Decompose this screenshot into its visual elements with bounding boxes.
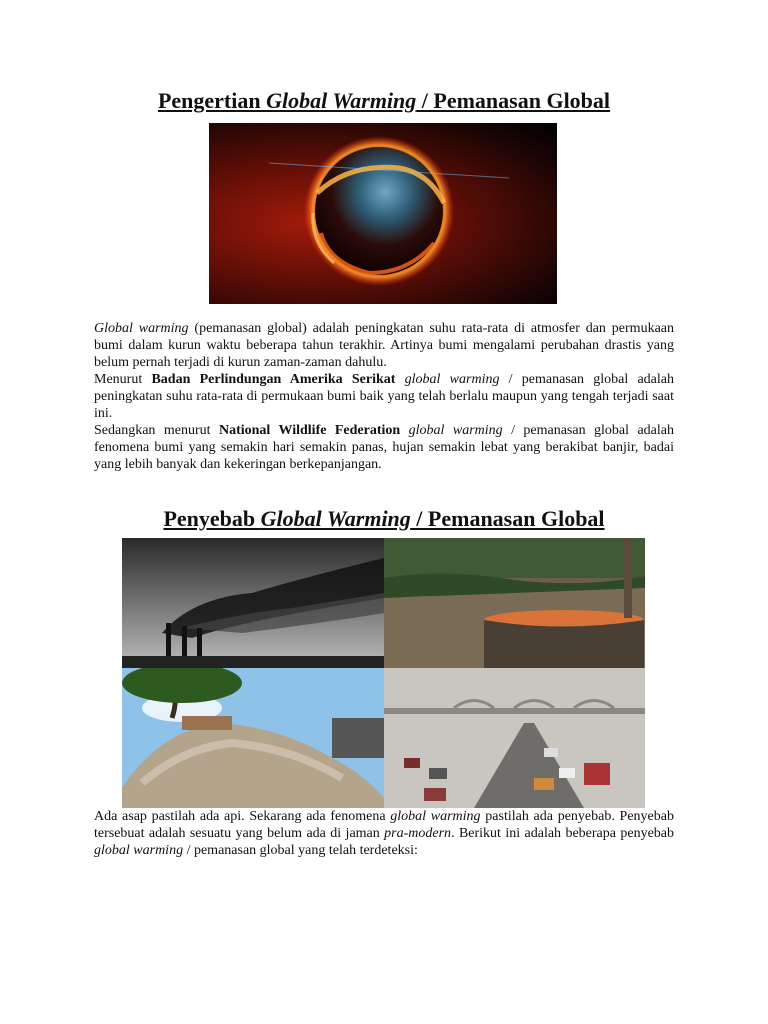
title-text: Pengertian <box>157 88 267 113</box>
paragraph-text: / pemanasan global yang telah terdeteksi: <box>183 843 418 858</box>
paragraph-text: . Berikut ini adalah beberapa penyebab <box>451 826 674 841</box>
title-italic-text: Global Warming <box>266 88 417 113</box>
italic-term: global warming <box>390 809 481 824</box>
bold-organization: National Wildlife Federation <box>218 423 401 438</box>
causes-intro-paragraph <box>94 808 674 859</box>
paragraph-text: Sedangkan menurut <box>94 423 219 438</box>
causes-collage-image <box>122 538 645 808</box>
paragraph-text: Ada asap pastilah ada api. Sekarang ada fenomena <box>94 809 391 824</box>
italic-term: global warming <box>400 423 503 438</box>
deforestation-stump-image <box>384 538 645 668</box>
italic-term: pra-modern <box>384 826 452 841</box>
paragraph-text: / pemanasan global adalah peningkatan suhu rata-rata di permukaan bumi baik yang telah berlalu maupun yang tengah terjadi saat ini. <box>94 372 674 421</box>
burning-globe-image <box>209 123 557 304</box>
bold-organization: Badan Perlindungan Amerika Serikat <box>151 372 396 387</box>
definition-paragraph-3 <box>94 422 674 473</box>
garbage-pile-image <box>122 668 384 808</box>
factory-smoke-image <box>122 538 384 668</box>
definition-paragraph-1 <box>94 320 674 371</box>
paragraph-text: pastilah ada penyebab. Penyebab tersebuat adalah sesuatu yang belum ada di jaman <box>94 809 674 841</box>
definition-section <box>94 320 674 473</box>
causes-intro-section <box>94 808 674 859</box>
definition-paragraph-2 <box>94 371 674 422</box>
title-text-suffix: / Pemanasan Global <box>416 88 611 113</box>
page-title <box>0 88 768 114</box>
title-italic-text: Global Warming <box>260 506 411 531</box>
italic-term: global warming <box>94 843 184 858</box>
smog-traffic-image <box>384 668 645 808</box>
title-text-suffix: / Pemanasan Global <box>410 506 605 531</box>
title-text: Penyebab <box>163 506 261 531</box>
section-title <box>0 506 768 532</box>
paragraph-text: (pemanasan global) adalah peningkatan suhu rata-rata di atmosfer dan permukaan bumi dalam kurun waktu beberapa tahun terakhir. Artinya bumi mengalami perubahan drastis yang belum pernah terjadi di kurun zaman-zaman dahulu. <box>94 321 674 370</box>
paragraph-text: Menurut <box>94 372 152 387</box>
paragraph-text: / pemanasan global adalah fenomena bumi yang semakin hari semakin panas, hujan semakin lebat yang berakibat banjir, badai yang lebih banyak dan kekeringan berkepanjangan. <box>94 423 674 472</box>
italic-term: global warming <box>395 372 500 387</box>
italic-term: Global warming <box>94 321 189 336</box>
